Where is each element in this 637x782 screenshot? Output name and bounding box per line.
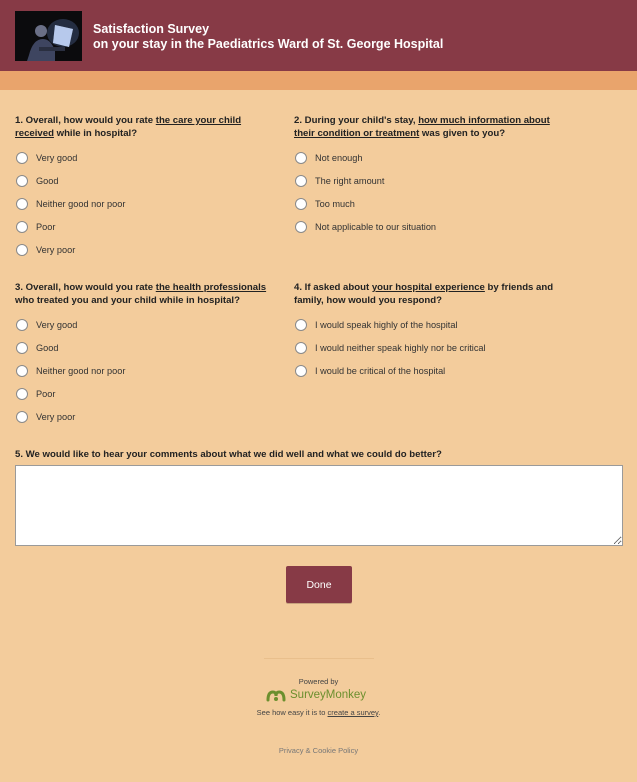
question-3-title: 3. Overall, how would you rate the health professionals who treated you and your child while in hospital? [15,282,267,306]
radio-button[interactable] [295,198,307,210]
surveymonkey-logo[interactable] [266,687,366,703]
survey-title: Satisfaction Survey [93,22,210,36]
privacy-cookie-policy-link[interactable]: Privacy & Cookie Policy [278,746,359,755]
done-button[interactable]: Done [286,566,352,603]
create-survey-line: See how easy it is to create a survey. [256,708,381,717]
comments-textarea[interactable] [15,465,623,546]
radio-button[interactable] [295,342,307,354]
question-1-title: 1. Overall, how would you rate the care your child received while in hospital? [15,115,242,139]
radio-button[interactable] [16,319,28,331]
radio-button[interactable] [16,152,28,164]
q3-option-good[interactable]: Good [15,336,285,359]
q2-option-not-enough[interactable]: Not enough [294,146,556,169]
q3-option-neither[interactable]: Neither good nor poor [15,359,285,382]
radio-button[interactable] [16,365,28,377]
create-survey-link[interactable]: create a survey [327,708,379,717]
question-5-title: 5. We would like to hear your comments about what we did well and what we could do better? [15,449,442,460]
question-1 [15,114,280,262]
radio-button[interactable] [16,342,28,354]
radio-button[interactable] [295,221,307,233]
header-logo-image [15,11,82,61]
q1-option-neither[interactable]: Neither good nor poor [15,192,280,215]
radio-button[interactable] [295,365,307,377]
radio-button[interactable] [16,244,28,256]
radio-button[interactable] [16,198,28,210]
header-accent-bar [0,71,637,90]
q2-option-too-much[interactable]: Too much [294,192,556,215]
q1-option-very-poor[interactable]: Very poor [15,239,280,262]
q3-option-poor[interactable]: Poor [15,383,285,406]
q4-option-critical[interactable]: I would be critical of the hospital [294,359,556,382]
surveymonkey-icon [266,688,286,702]
radio-button[interactable] [16,388,28,400]
question-3 [15,281,285,429]
radio-button[interactable] [16,411,28,423]
radio-button[interactable] [16,175,28,187]
child-laptop-image [15,11,82,61]
radio-button[interactable] [16,221,28,233]
radio-button[interactable] [295,319,307,331]
question-2 [294,114,556,239]
powered-by-label: Powered by [298,677,339,686]
footer-divider [264,658,374,659]
q4-option-neither[interactable]: I would neither speak highly nor be critical [294,336,556,359]
question-2-title: 2. During your child's stay, how much information about their condition or treatment was given to you? [294,115,550,139]
q4-option-speak-highly[interactable]: I would speak highly of the hospital [294,313,556,336]
q2-option-not-applicable[interactable]: Not applicable to our situation [294,216,556,239]
survey-subtitle: on your stay in the Paediatrics Ward of St. George Hospital [93,37,444,51]
q3-option-very-good[interactable]: Very good [15,313,285,336]
survey-header [0,0,637,71]
question-4 [294,281,556,383]
question-4-title: 4. If asked about your hospital experience by friends and family, how would you respond? [294,282,554,306]
q1-option-poor[interactable]: Poor [15,216,280,239]
surveymonkey-brand-name: SurveyMonkey [290,689,367,701]
radio-button[interactable] [295,175,307,187]
q2-option-right-amount[interactable]: The right amount [294,169,556,192]
q3-option-very-poor[interactable]: Very poor [15,406,285,429]
radio-button[interactable] [295,152,307,164]
q1-option-very-good[interactable]: Very good [15,146,280,169]
q1-option-good[interactable]: Good [15,169,280,192]
